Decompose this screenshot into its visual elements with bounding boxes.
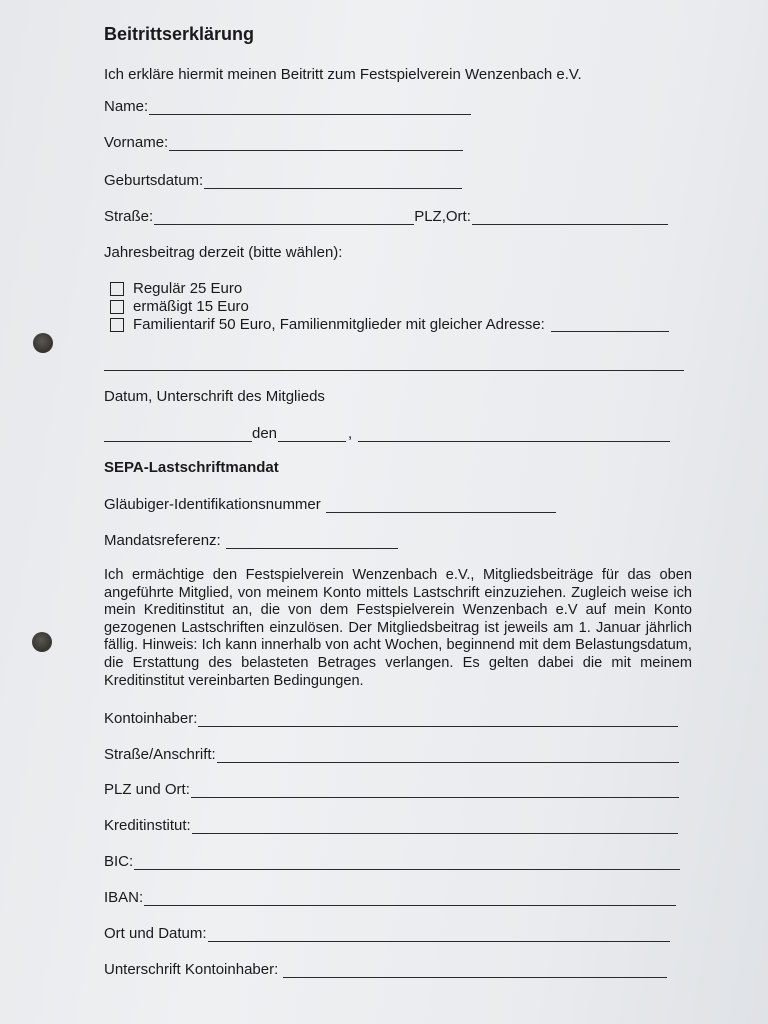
fee-option-reduced[interactable]: [110, 298, 249, 315]
vorname-row: [104, 134, 463, 151]
creditor-id-row: [104, 496, 556, 513]
family-members-field[interactable]: [551, 317, 669, 332]
bic-field[interactable]: [134, 855, 680, 870]
mandate-ref-label: Mandatsreferenz:: [104, 532, 221, 549]
signature-place-field[interactable]: [104, 427, 252, 442]
plz-und-ort-label: PLZ und Ort:: [104, 781, 190, 798]
punch-hole-bottom: [32, 632, 52, 652]
iban-field[interactable]: [144, 891, 676, 906]
plz-ort-field[interactable]: [472, 210, 668, 225]
fee-option-family[interactable]: [110, 316, 669, 333]
comma-label: ,: [348, 425, 353, 442]
creditor-id-field[interactable]: [326, 498, 556, 513]
ort-datum-row: [104, 925, 670, 942]
member-signature-field[interactable]: [358, 427, 670, 442]
intro-text: Ich erkläre hiermit meinen Beitritt zum Festspielverein Wenzenbach e.V.: [104, 66, 582, 83]
signature-date-field[interactable]: [278, 427, 346, 442]
strasse-label: Straße:: [104, 208, 154, 225]
mandate-ref-row: [104, 532, 398, 549]
geburtsdatum-row: [104, 172, 462, 189]
strasse-anschrift-label: Straße/Anschrift:: [104, 746, 216, 763]
strasse-anschrift-field[interactable]: [217, 748, 679, 763]
kontoinhaber-label: Kontoinhaber:: [104, 710, 198, 727]
mandate-ref-field[interactable]: [226, 534, 398, 549]
fee-option-reduced-label: ermäßigt 15 Euro: [133, 298, 249, 315]
punch-hole-top: [33, 333, 53, 353]
fee-option-family-label: Familientarif 50 Euro, Familienmitglieder mit gleicher Adresse:: [133, 316, 545, 333]
unterschrift-row: [104, 961, 667, 978]
family-members-line[interactable]: [104, 370, 684, 371]
fee-label: Jahresbeitrag derzeit (bitte wählen):: [104, 244, 343, 261]
bic-row: [104, 853, 680, 870]
plz-und-ort-field[interactable]: [191, 783, 679, 798]
checkbox-family[interactable]: [110, 318, 124, 332]
creditor-id-label: Gläubiger-Identifikationsnummer: [104, 496, 321, 513]
vorname-label: Vorname:: [104, 134, 169, 151]
signature-row: [104, 425, 670, 442]
unterschrift-field[interactable]: [283, 963, 667, 978]
strasse-field[interactable]: [154, 210, 414, 225]
kontoinhaber-row: [104, 710, 678, 727]
plz-und-ort-row: [104, 781, 679, 798]
unterschrift-label: Unterschrift Kontoinhaber:: [104, 961, 279, 978]
geburtsdatum-field[interactable]: [204, 174, 462, 189]
geburtsdatum-label: Geburtsdatum:: [104, 172, 204, 189]
sepa-authorization-text: Ich ermächtige den Festspielverein Wenzenbach e.V., Mitgliedsbeiträge für das oben angeführte Mitglied, von meinem Konto mittels Lastschrift einzuziehen. Zugleich weise ich mein Kreditinstitut an, die von dem Festspielverein Wenzenbach e.V auf mein Konto gezogenen Lastschriften einzulösen. Der Mitgliedsbeitrag ist jeweils am 1. Januar jährlich fällig. Hinweis: Ich kann innerhalb von acht Wochen, beginnend mit dem Belastungsdatum, die Erstattung des belasteten Betrages verlangen. Es gelten dabei die mit meinem Kreditinstitut vereinbarten Bedingungen.: [104, 567, 692, 689]
bic-label: BIC:: [104, 853, 134, 870]
ort-datum-label: Ort und Datum:: [104, 925, 207, 942]
fee-option-regular-label: Regulär 25 Euro: [133, 280, 243, 297]
kreditinstitut-label: Kreditinstitut:: [104, 817, 191, 834]
name-row: [104, 98, 471, 115]
iban-row: [104, 889, 676, 906]
den-label: den: [252, 425, 278, 442]
name-label: Name:: [104, 98, 149, 115]
strasse-anschrift-row: [104, 746, 679, 763]
fee-option-regular[interactable]: [110, 280, 242, 297]
ort-datum-field[interactable]: [208, 927, 670, 942]
vorname-field[interactable]: [169, 136, 463, 151]
kreditinstitut-row: [104, 817, 678, 834]
kontoinhaber-field[interactable]: [198, 712, 678, 727]
checkbox-reduced[interactable]: [110, 300, 124, 314]
form-title: Beitrittserklärung: [104, 24, 255, 44]
kreditinstitut-field[interactable]: [192, 819, 678, 834]
checkbox-regular[interactable]: [110, 282, 124, 296]
address-row: [104, 208, 668, 225]
name-field[interactable]: [149, 100, 471, 115]
signature-label: Datum, Unterschrift des Mitglieds: [104, 388, 325, 405]
iban-label: IBAN:: [104, 889, 144, 906]
sepa-title: SEPA-Lastschriftmandat: [104, 459, 279, 476]
plz-ort-label: PLZ,Ort:: [414, 208, 471, 225]
